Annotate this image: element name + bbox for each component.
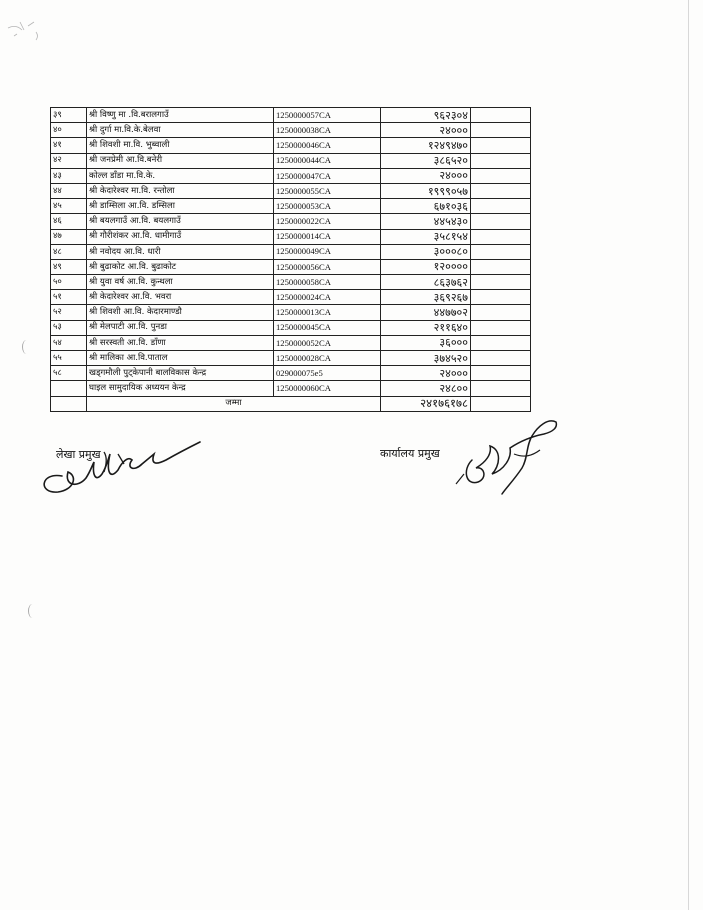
row-serial: ५८ <box>51 366 87 381</box>
row-amount: १९९९०५७ <box>381 183 471 198</box>
row-serial: ५४ <box>51 335 87 350</box>
row-account-code: 1250000056CA <box>274 259 381 274</box>
row-blank <box>471 351 531 366</box>
row-school-name: श्री जनप्रेमी आ.वि.बनेरी <box>87 153 274 168</box>
table-row <box>51 244 531 259</box>
page-edge <box>688 0 689 910</box>
row-serial: ४२ <box>51 153 87 168</box>
row-serial: ३९ <box>51 108 87 123</box>
row-serial: ४१ <box>51 138 87 153</box>
row-serial: ४९ <box>51 259 87 274</box>
row-blank <box>471 381 531 396</box>
row-account-code: 1250000014CA <box>274 229 381 244</box>
table-row <box>51 335 531 350</box>
row-amount: ८६३७६२ <box>381 275 471 290</box>
row-amount: १२०००० <box>381 259 471 274</box>
row-blank <box>471 123 531 138</box>
table-row <box>51 320 531 335</box>
scan-artifact <box>6 18 46 48</box>
row-blank <box>471 320 531 335</box>
row-school-name: श्री मालिका आ.वि.पाताल <box>87 351 274 366</box>
row-account-code: 1250000049CA <box>274 244 381 259</box>
table-row <box>51 275 531 290</box>
row-blank <box>471 138 531 153</box>
row-school-name: श्री केदारेश्वर आ.वि. भवरा <box>87 290 274 305</box>
row-serial: ५२ <box>51 305 87 320</box>
row-account-code: 1250000047CA <box>274 168 381 183</box>
table-row <box>51 214 531 229</box>
table-row <box>51 153 531 168</box>
table-row <box>51 168 531 183</box>
total-row <box>51 396 531 411</box>
total-blank <box>471 396 531 411</box>
row-account-code: 1250000024CA <box>274 290 381 305</box>
row-blank <box>471 244 531 259</box>
row-amount: ३०००८० <box>381 244 471 259</box>
office-head-signature <box>452 410 562 500</box>
row-amount: २११६४० <box>381 320 471 335</box>
row-amount: ३८६५२० <box>381 153 471 168</box>
row-blank <box>471 214 531 229</box>
row-blank <box>471 335 531 350</box>
row-serial: ५३ <box>51 320 87 335</box>
row-school-name: श्री शिवशी आ.वि. केदारमाण्डौ <box>87 305 274 320</box>
row-school-name: कोल्ल डाँडा मा.वि.के. <box>87 168 274 183</box>
row-blank <box>471 108 531 123</box>
table-row <box>51 366 531 381</box>
row-serial: ५१ <box>51 290 87 305</box>
row-account-code: 1250000013CA <box>274 305 381 320</box>
row-serial: ४८ <box>51 244 87 259</box>
scan-mark-1 <box>22 340 31 354</box>
row-amount: ३५८१५४ <box>381 229 471 244</box>
row-serial: ४४ <box>51 183 87 198</box>
table-row <box>51 123 531 138</box>
total-blank-sn <box>51 396 87 411</box>
row-account-code: 1250000045CA <box>274 320 381 335</box>
row-account-code: 1250000052CA <box>274 335 381 350</box>
row-serial: ४६ <box>51 214 87 229</box>
row-school-name: श्री केदारेश्वर मा.वि. रन्तोला <box>87 183 274 198</box>
row-blank <box>471 183 531 198</box>
row-blank <box>471 305 531 320</box>
table-row <box>51 138 531 153</box>
row-amount: ९६२३०४ <box>381 108 471 123</box>
row-blank <box>471 199 531 214</box>
ledger-body <box>51 108 531 397</box>
row-school-name: श्री बुढाकोट आ.वि. बुढाकोट <box>87 259 274 274</box>
row-serial: ४० <box>51 123 87 138</box>
row-amount: २४००० <box>381 366 471 381</box>
row-school-name: श्री विष्णु मा .वि.बरालगाउँ <box>87 108 274 123</box>
row-blank <box>471 275 531 290</box>
row-account-code: 029000075e5 <box>274 366 381 381</box>
row-serial: ४३ <box>51 168 87 183</box>
row-school-name: श्री मेलपाटी आ.वि. पुनडा <box>87 320 274 335</box>
row-school-name: श्री दुर्गा मा.वि.के.बेलवा <box>87 123 274 138</box>
row-school-name: श्री नवोदय आ.वि. धारी <box>87 244 274 259</box>
total-label: जम्मा <box>87 396 381 411</box>
row-amount: ४४५४३० <box>381 214 471 229</box>
row-blank <box>471 168 531 183</box>
row-amount: ६७१०३६ <box>381 199 471 214</box>
row-amount: ३६९२६७ <box>381 290 471 305</box>
row-blank <box>471 366 531 381</box>
table-row <box>51 108 531 123</box>
row-school-name: घाइल सामुदायिक अध्ययन केन्द्र <box>87 381 274 396</box>
row-account-code: 1250000046CA <box>274 138 381 153</box>
table-row <box>51 351 531 366</box>
scan-mark-2 <box>28 604 37 618</box>
row-amount: २४००० <box>381 123 471 138</box>
row-school-name: श्री बयलगाउँ आ.वि. बयलगाउँ <box>87 214 274 229</box>
row-amount: २४००० <box>381 168 471 183</box>
ledger-table <box>50 107 531 412</box>
table-row <box>51 259 531 274</box>
table-row <box>51 290 531 305</box>
row-school-name: श्री युवा वर्ष आ.वि. कुन्थला <box>87 275 274 290</box>
row-amount: १२४९४७० <box>381 138 471 153</box>
accounts-head-signature <box>34 432 204 500</box>
row-serial: ४७ <box>51 229 87 244</box>
row-blank <box>471 153 531 168</box>
row-account-code: 1250000055CA <box>274 183 381 198</box>
office-head-label: कार्यालय प्रमुख <box>380 447 440 460</box>
row-blank <box>471 290 531 305</box>
row-serial: ४५ <box>51 199 87 214</box>
table-row <box>51 381 531 396</box>
table-row <box>51 229 531 244</box>
total-amount: २४१७६१७८ <box>381 396 471 411</box>
row-account-code: 1250000028CA <box>274 351 381 366</box>
row-blank <box>471 259 531 274</box>
row-school-name: श्री शिवशी मा.वि. भुब्वाली <box>87 138 274 153</box>
row-amount: ३७४५२० <box>381 351 471 366</box>
row-account-code: 1250000053CA <box>274 199 381 214</box>
row-serial: ५५ <box>51 351 87 366</box>
row-amount: २४८०० <box>381 381 471 396</box>
row-account-code: 1250000022CA <box>274 214 381 229</box>
row-account-code: 1250000038CA <box>274 123 381 138</box>
row-school-name: श्री डाम्सिला आ.वि. डम्सिला <box>87 199 274 214</box>
table-row <box>51 183 531 198</box>
row-school-name: श्री सरस्वती आ.वि. डाँणा <box>87 335 274 350</box>
table-row <box>51 199 531 214</box>
row-amount: ३६००० <box>381 335 471 350</box>
accounts-head-label: लेखा प्रमुख <box>56 448 101 461</box>
row-account-code: 1250000060CA <box>274 381 381 396</box>
row-blank <box>471 229 531 244</box>
row-amount: ४४७७०२ <box>381 305 471 320</box>
row-school-name: श्री गौरीशंकर आ.वि. धामीगाउँ <box>87 229 274 244</box>
row-account-code: 1250000057CA <box>274 108 381 123</box>
table-row <box>51 305 531 320</box>
row-account-code: 1250000058CA <box>274 275 381 290</box>
row-serial <box>51 381 87 396</box>
row-serial: ५० <box>51 275 87 290</box>
row-school-name: खड्गमौली पुट्केपानी बालविकास केन्द्र <box>87 366 274 381</box>
row-account-code: 1250000044CA <box>274 153 381 168</box>
